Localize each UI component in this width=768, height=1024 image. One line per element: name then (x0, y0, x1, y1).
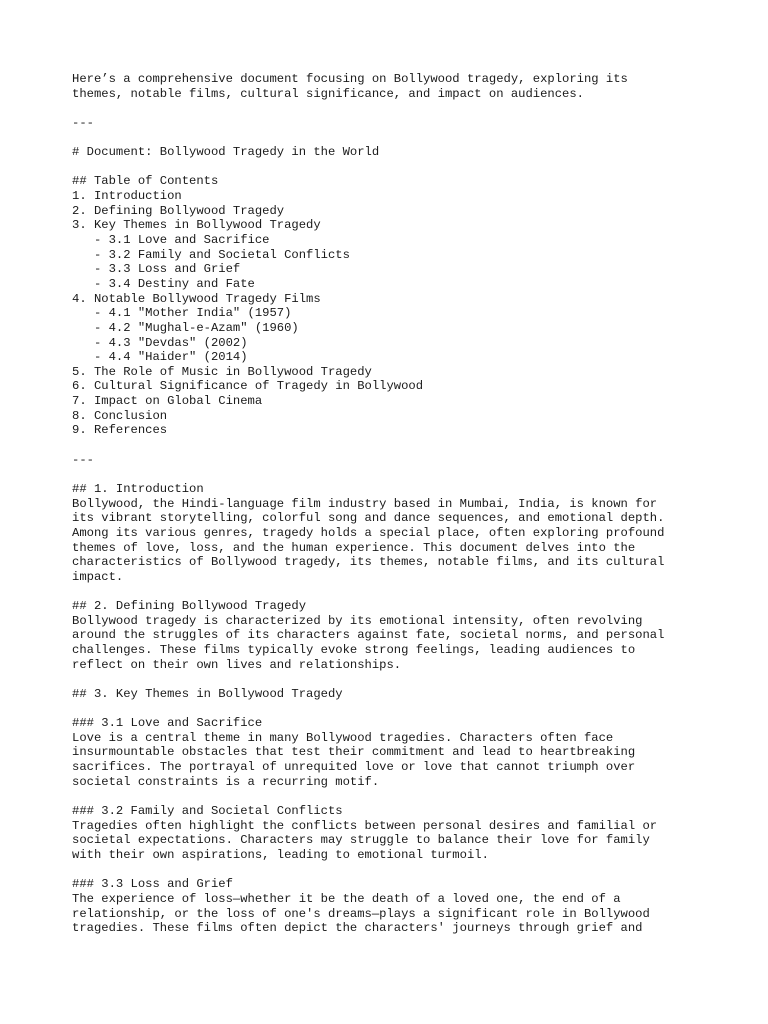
subsection-heading: ### 3.1 Love and Sacrifice (72, 716, 263, 731)
document-text (72, 72, 712, 936)
toc-item: 4. Notable Bollywood Tragedy Films (72, 291, 321, 306)
body-line: with their own aspirations, leading to emotional turmoil. (72, 847, 489, 862)
body-line: Tragedies often highlight the conflicts between personal desires and familial or (72, 818, 658, 833)
body-line: challenges. These films typically evoke strong feelings, leading audiences to (72, 642, 636, 657)
toc-item: 7. Impact on Global Cinema (72, 394, 263, 409)
body-line: sacrifices. The portrayal of unrequited love or love that cannot triumph over (72, 760, 636, 775)
toc-subitem: - 4.2 "Mughal-e-Azam" (1960) (72, 320, 299, 335)
toc-subitem: - 4.1 "Mother India" (1957) (72, 306, 292, 321)
section-divider: --- (72, 452, 94, 467)
body-line: relationship, or the loss of one's dreams—plays a significant role in Bollywood (72, 906, 650, 921)
toc-subitem: - 3.1 Love and Sacrifice (72, 233, 270, 248)
body-line: The experience of loss—whether it be the death of a loved one, the end of a (72, 891, 621, 906)
body-line: themes, notable films, cultural significance, and impact on audiences. (72, 86, 584, 101)
toc-item: 1. Introduction (72, 189, 182, 204)
section-heading: ## 1. Introduction (72, 481, 204, 496)
section-heading: ## Table of Contents (72, 174, 219, 189)
body-line: Among its various genres, tragedy holds a special place, often exploring profound (72, 525, 665, 540)
toc-item: 8. Conclusion (72, 408, 168, 423)
subsection-heading: ### 3.3 Loss and Grief (72, 877, 233, 892)
body-line: insurmountable obstacles that test their commitment and lead to heartbreaking (72, 745, 636, 760)
blank-line (72, 672, 712, 687)
body-line: themes of love, loss, and the human experience. This document delves into the (72, 540, 636, 555)
body-line: Bollywood, the Hindi-language film industry based in Mumbai, India, is known for (72, 496, 658, 511)
body-line: impact. (72, 569, 124, 584)
body-line: societal expectations. Characters may struggle to balance their love for family (72, 833, 650, 848)
toc-subitem: - 4.3 "Devdas" (2002) (72, 335, 248, 350)
body-line: around the struggles of its characters against fate, societal norms, and personal (72, 628, 665, 643)
blank-line (72, 467, 712, 482)
toc-subitem: - 3.3 Loss and Grief (72, 262, 241, 277)
toc-item: 9. References (72, 423, 168, 438)
blank-line (72, 438, 712, 453)
body-line: characteristics of Bollywood tragedy, its themes, notable films, and its cultural (72, 555, 665, 570)
toc-item: 3. Key Themes in Bollywood Tragedy (72, 218, 321, 233)
blank-line (72, 789, 712, 804)
toc-subitem: - 3.2 Family and Societal Conflicts (72, 247, 350, 262)
section-heading: ## 3. Key Themes in Bollywood Tragedy (72, 686, 343, 701)
body-line: reflect on their own lives and relationships. (72, 657, 402, 672)
body-line: Love is a central theme in many Bollywood tragedies. Characters often face (72, 730, 614, 745)
section-heading: ## 2. Defining Bollywood Tragedy (72, 599, 307, 614)
blank-line (72, 101, 712, 116)
blank-line (72, 863, 712, 878)
blank-line (72, 702, 712, 717)
body-line: societal constraints is a recurring motif. (72, 774, 380, 789)
blank-line (72, 584, 712, 599)
document-title: # Document: Bollywood Tragedy in the World (72, 145, 380, 160)
body-line: Here’s a comprehensive document focusing on Bollywood tragedy, exploring its (72, 72, 628, 86)
toc-subitem: - 4.4 "Haider" (2014) (72, 350, 248, 365)
body-line: its vibrant storytelling, colorful song and dance sequences, and emotional depth. (72, 511, 665, 526)
section-divider: --- (72, 115, 94, 130)
toc-item: 2. Defining Bollywood Tragedy (72, 203, 285, 218)
subsection-heading: ### 3.2 Family and Societal Conflicts (72, 804, 343, 819)
body-line: tragedies. These films often depict the characters' journeys through grief and (72, 921, 643, 936)
toc-subitem: - 3.4 Destiny and Fate (72, 276, 255, 291)
toc-item: 5. The Role of Music in Bollywood Tragedy (72, 364, 372, 379)
body-line: Bollywood tragedy is characterized by its emotional intensity, often revolving (72, 613, 643, 628)
blank-line (72, 131, 712, 146)
blank-line (72, 160, 712, 175)
toc-item: 6. Cultural Significance of Tragedy in Bollywood (72, 379, 424, 394)
